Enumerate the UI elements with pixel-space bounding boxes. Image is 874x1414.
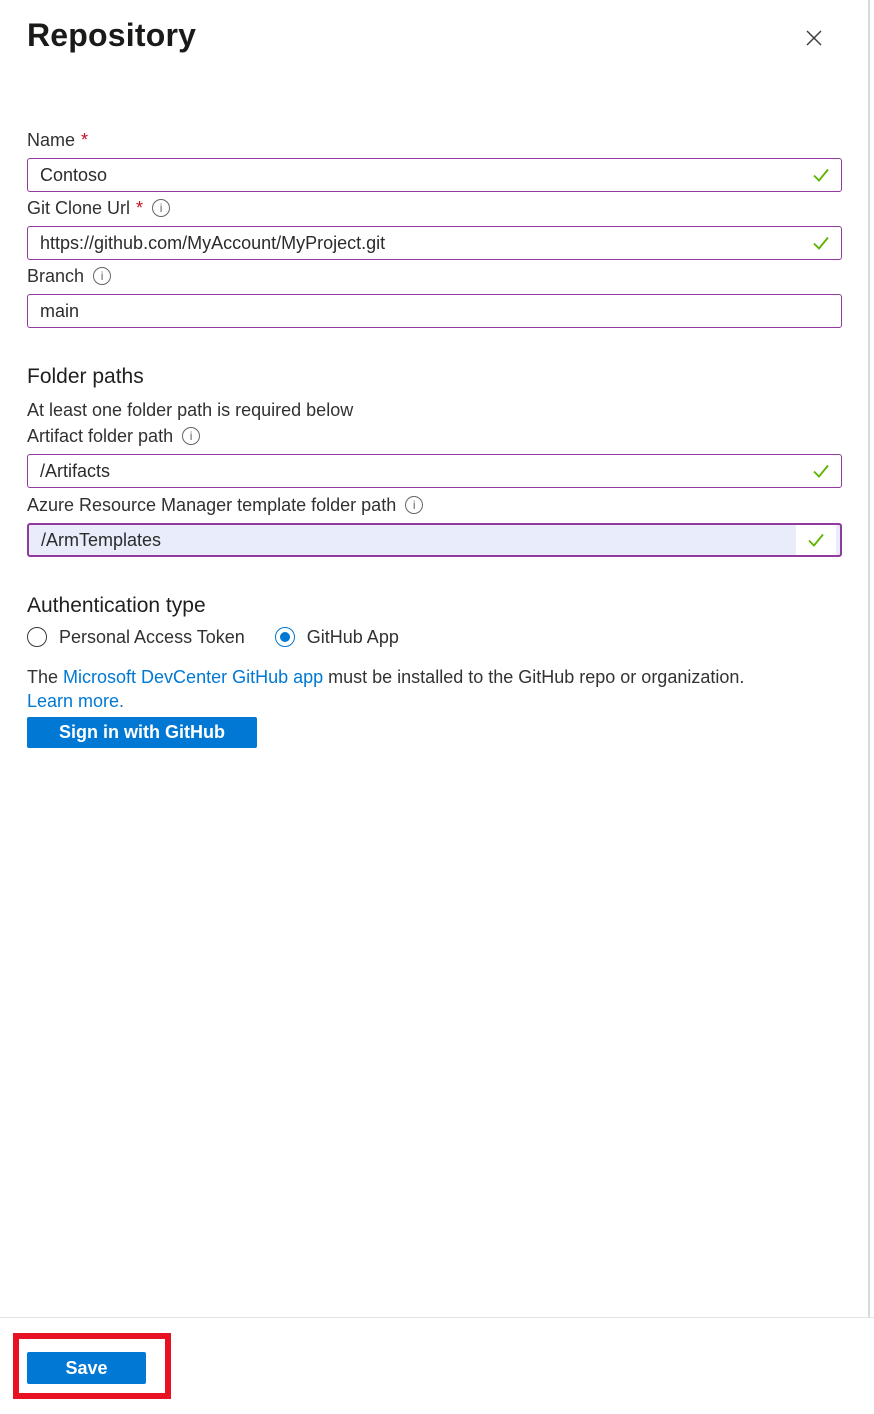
learn-more-link[interactable]: Learn more.: [27, 691, 125, 711]
sign-in-with-github-button[interactable]: Sign in with GitHub: [27, 717, 257, 748]
info-icon[interactable]: i: [182, 427, 200, 445]
valid-check-icon: [801, 455, 841, 487]
folder-paths-note: At least one folder path is required below: [27, 400, 354, 420]
authentication-radio-group: [27, 625, 842, 649]
artifact-folder-path-label-text: Artifact folder path: [27, 426, 174, 446]
description-text: must be installed to the GitHub repo or organization.: [323, 667, 745, 687]
name-field-box: [27, 158, 842, 192]
arm-template-folder-path-input[interactable]: [29, 525, 796, 555]
close-icon: [804, 28, 824, 48]
page-title: Repository: [27, 17, 197, 53]
git-clone-url-label: [27, 196, 842, 220]
artifact-folder-path-input[interactable]: [28, 455, 801, 487]
valid-check-icon: [801, 159, 841, 191]
close-button[interactable]: [800, 24, 828, 52]
panel-edge-divider: [868, 0, 870, 1414]
name-input[interactable]: [28, 159, 801, 191]
radio-label: GitHub App: [306, 627, 399, 647]
panel-header: [27, 16, 842, 54]
artifact-folder-path-label: [27, 424, 842, 448]
devcenter-github-app-link[interactable]: Microsoft DevCenter GitHub app: [63, 667, 324, 687]
folder-paths-heading: Folder paths: [27, 365, 144, 388]
required-asterisk: *: [136, 198, 144, 218]
required-asterisk: *: [81, 130, 89, 150]
info-icon[interactable]: i: [152, 199, 170, 217]
arm-template-folder-path-field-box: [27, 523, 842, 557]
radio-personal-access-token[interactable]: [27, 625, 245, 649]
git-clone-url-label-text: Git Clone Url: [27, 198, 131, 218]
arm-template-folder-path-label-text: Azure Resource Manager template folder path: [27, 495, 397, 515]
branch-label: [27, 264, 842, 288]
git-clone-url-field-box: [27, 226, 842, 260]
name-label-text: Name: [27, 130, 76, 150]
radio-unselected-icon: [27, 627, 47, 647]
radio-selected-icon: [275, 627, 295, 647]
artifact-folder-path-field-box: [27, 454, 842, 488]
panel-footer: [0, 1317, 874, 1414]
save-button[interactable]: Save: [27, 1352, 146, 1384]
info-icon[interactable]: i: [405, 496, 423, 514]
name-label: [27, 128, 842, 152]
valid-check-icon: [796, 525, 836, 555]
branch-field-box: [27, 294, 842, 328]
radio-github-app[interactable]: [275, 625, 399, 649]
branch-label-text: Branch: [27, 266, 85, 286]
radio-label: Personal Access Token: [59, 627, 245, 647]
info-icon[interactable]: i: [93, 267, 111, 285]
annotation-highlight: [13, 1333, 171, 1399]
authentication-type-heading: Authentication type: [27, 594, 206, 617]
description-text: The: [27, 667, 64, 687]
arm-template-folder-path-label: [27, 493, 842, 517]
git-clone-url-input[interactable]: [28, 227, 801, 259]
branch-input[interactable]: [28, 295, 841, 327]
github-app-description: [27, 665, 842, 713]
valid-check-icon: [801, 227, 841, 259]
